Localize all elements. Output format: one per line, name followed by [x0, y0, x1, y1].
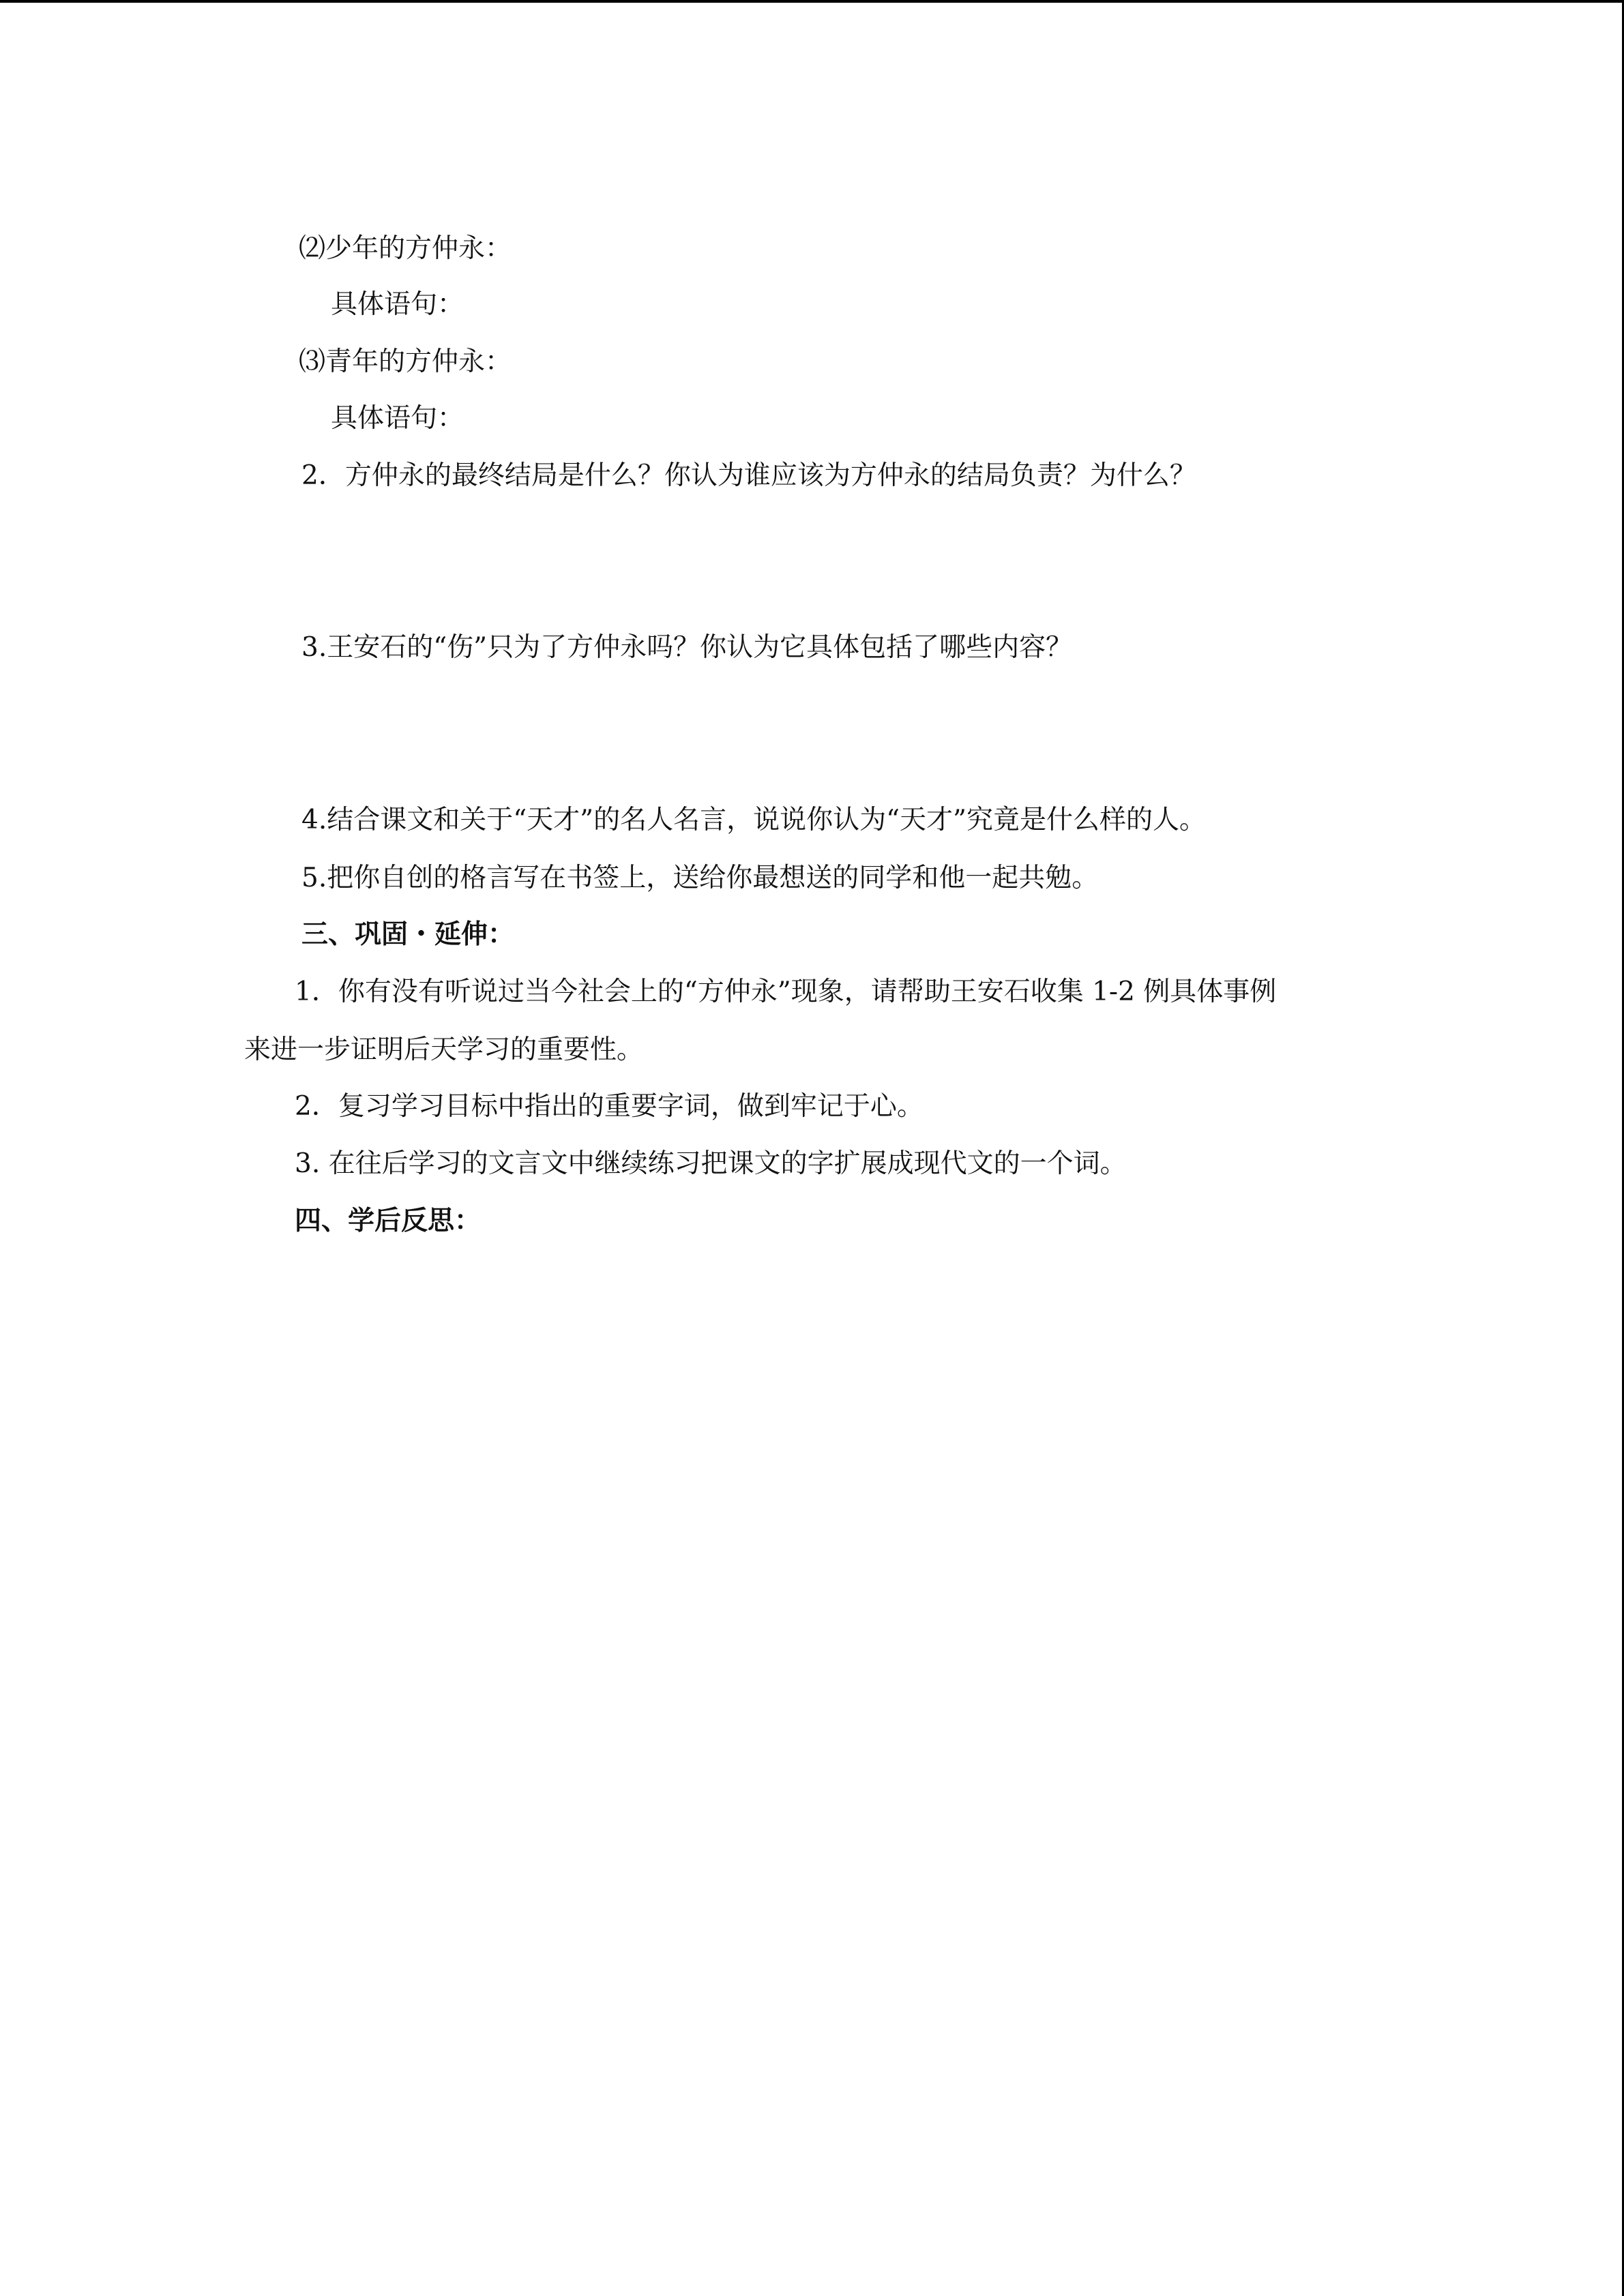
item-young-adult-fang-zhongyong: ⑶青年的方仲永： [299, 346, 512, 377]
question-2: 2．方仲永的最终结局是什么？你认为谁应该为方仲永的结局负责？为什么？ [301, 460, 1196, 491]
question-5: 5.把你自创的格言写在书签上，送给你最想送的同学和他一起共勉。 [301, 863, 1099, 893]
specific-sentence-label: 具体语句： [331, 289, 464, 320]
specific-sentence-label: 具体语句： [331, 403, 464, 434]
question-3: 3.王安石的“伤”只为了方仲永吗？你认为它具体包括了哪些内容？ [301, 632, 1073, 663]
section-heading-consolidate: 三、巩固・延伸： [301, 919, 515, 950]
extension-item-3: 3. 在往后学习的文言文中继续练习把课文的字扩展成现代文的一个词。 [295, 1148, 1127, 1179]
item-youth-fang-zhongyong: ⑵少年的方仲永： [299, 233, 512, 264]
question-4: 4.结合课文和关于“天才”的名人名言，说说你认为“天才”究竟是什么样的人。 [301, 805, 1206, 835]
extension-item-1: 1．你有没有听说过当今社会上的“方仲永”现象，请帮助王安石收集 1-2 例具体事例 [295, 976, 1277, 1007]
extension-item-1-continued: 来进一步证明后天学习的重要性。 [244, 1034, 644, 1065]
page-top-border [0, 0, 1624, 3]
extension-item-2: 2．复习学习目标中指出的重要字词，做到牢记于心。 [295, 1091, 924, 1122]
section-heading-reflection: 四、学后反思： [295, 1205, 482, 1236]
